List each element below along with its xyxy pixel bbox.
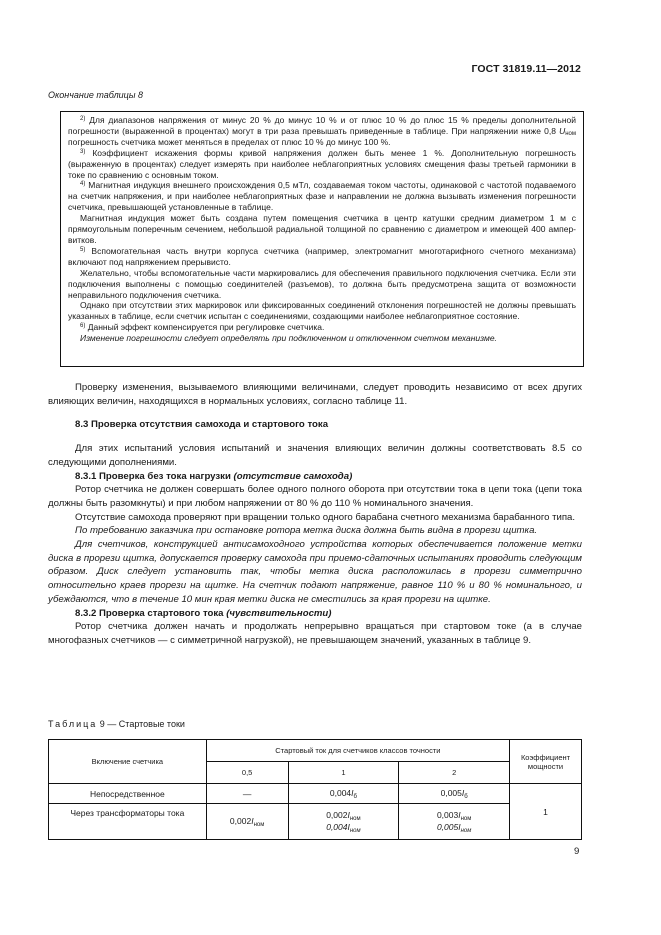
note-6: $^{6)}$ Данный эффект компенсируется при регулировке счетчика. xyxy=(80,322,325,333)
cell-class-05: $0,002I_{ном}$ xyxy=(206,804,288,840)
note-3: $^{3)}$ Коэффициент искажения формы кривой напряжения должен быть менее 1 %. Дополнительную погрешность (выраженную в процентах) следует измерять при наиболее неблагоприятных условиях смещения фазы третьей гармоники в токе по сравнению с основным током. xyxy=(68,147,576,180)
table-row xyxy=(49,784,582,804)
starting-current-table xyxy=(48,739,582,840)
paragraph-start-current: Ротор счетчика должен начать и продолжать непрерывно вращаться при стартовом токе (а в случае многофазных счетчиков — с симметричной нагрузкой), не превышающем значений, указанных в таблице 9. xyxy=(48,621,582,646)
section-8-3-heading: 8.3 Проверка отсутствия самохода и стартового тока xyxy=(75,419,329,431)
header-power-factor: Коэффициент мощности xyxy=(510,740,582,784)
paragraph-8-3: Для этих испытаний условия испытаний и значения влияющих величин должны соответствовать 8.5 со следующими дополнениями. xyxy=(48,443,582,468)
header-class-05: 0,5 xyxy=(206,762,288,784)
header-class-1: 1 xyxy=(288,762,399,784)
note-5-continued-2: Однако при отсутствии этих маркировок или фиксированных соединений отклонения погрешностей не должны превышать указанных в таблице, если счетчик испытан с соединениями, создающими наиболее неблагоприятное состояние. xyxy=(68,300,576,322)
row-label: Через трансформаторы тока xyxy=(49,804,207,840)
table-row xyxy=(49,804,582,840)
table-header-row xyxy=(49,740,582,762)
table-continuation-label: Окончание таблицы 8 xyxy=(48,90,143,100)
table-notes-box xyxy=(60,111,584,367)
cell-class-1: $0,002I_{ном}$ $0,004I_{ном}$ xyxy=(288,804,399,840)
note-5-continued: Желательно, чтобы вспомогательные части маркировались для обеспечения правильного подключения счетчика. Если эти подключения выполнены с помощью соединителей (разъемов), то должна быть предусмотрена защита от возможности неправильного подключения счетчика. xyxy=(68,267,576,300)
paragraph-influence: Проверку изменения, вызываемого влияющими величинами, следует проводить независимо от всех других влияющих величин, находящихся в нормальных условиях, согласно таблице 11. xyxy=(48,382,582,407)
paragraph-customer: По требованию заказчика при остановке ротора метка диска должна быть видна в прорези щитка. xyxy=(75,525,538,537)
table-caption: Таблица 9 — Стартовые токи xyxy=(48,719,185,729)
note-2: $^{2)}$ Для диапазонов напряжения от минус 20 % до минус 10 % и от плюс 10 % до плюс 15 % пределы дополнительной погрешности (выраженной в процентах) могут в три раза превышать приведенные в таблице. При напряжении ниже 0,8 $U_{ном}$ погрешность счетчика может меняться в пределах от плюс 10 % до минус 100 %. xyxy=(68,115,576,147)
note-5: $^{5)}$ Вспомогательная часть внутри корпуса счетчика (например, электромагнит многотарифного счетного механизма) включают под напряжением прерывисто. xyxy=(68,245,576,267)
main-text xyxy=(48,381,582,648)
section-8-3-1-heading: 8.3.1 Проверка без тока нагрузки (отсутствие самохода) xyxy=(75,470,353,482)
header-class-2: 2 xyxy=(399,762,510,784)
header-start-current: Стартовый ток для счетчиков классов точности xyxy=(206,740,509,762)
paragraph-absence: Отсутствие самохода проверяют при вращении только одного барабана счетного механизма барабанного типа. xyxy=(75,511,576,523)
row-label: Непосредственное xyxy=(49,784,207,804)
document-header: ГОСТ 31819.11—2012 xyxy=(471,63,581,75)
cell-class-05: — xyxy=(206,784,288,804)
section-8-3-2-heading: 8.3.2 Проверка стартового тока (чувствительности) xyxy=(75,607,332,619)
paragraph-rotor: Ротор счетчика не должен совершать более одного полного оборота при отсутствии тока в цепи тока (цепи тока должны быть разомкнуты) и при любом напряжении от 80 % до 110 % номинального значения. xyxy=(48,484,582,509)
header-connection: Включение счетчика xyxy=(49,740,207,784)
cell-power-factor: 1 xyxy=(510,784,582,840)
cell-class-1: $0,004I_б$ xyxy=(288,784,399,804)
cell-class-2: $0,003I_{ном}$ $0,005I_{ном}$ xyxy=(399,804,510,840)
page-number: 9 xyxy=(574,846,580,857)
note-4-continued: Магнитная индукция может быть создана путем помещения счетчика в центр катушки средним диаметром 1 м с прямоугольным поперечным сечением, небольшой радиальной толщиной по сравнению с диаметром и имеющей 400 ампер-витков. xyxy=(68,213,576,245)
note-6-continued: Изменение погрешности следует определять при подключенном и отключенном счетном механизме. xyxy=(80,333,497,344)
paragraph-antiself: Для счетчиков, конструкцией антисамоходного устройства которых обеспечивается положение метки диска в прорези щитка, допускается проверку самохода при приемо-сдаточных испытаниях проводить следующим образом. Диск следует установить так, чтобы метка диска расположилась в прорези симметрично относительно краев прорези на щитке. На счетчик подают напряжение, равное 110 % и 80 % номинального, и убеждаются, что в течение 10 мин края метки диска не сместились за края прорези на щитке. xyxy=(48,539,582,605)
note-4: $^{4)}$ Магнитная индукция внешнего происхождения 0,5 мТл, создаваемая током частоты, одинаковой с частотой подаваемого на счетчик напряжения, и при наиболее неблагоприятных фазе и направлении не должна вызывать изменения погрешности счетчика, превышающей установленные в таблице. xyxy=(68,180,576,213)
cell-class-2: $0,005I_б$ xyxy=(399,784,510,804)
